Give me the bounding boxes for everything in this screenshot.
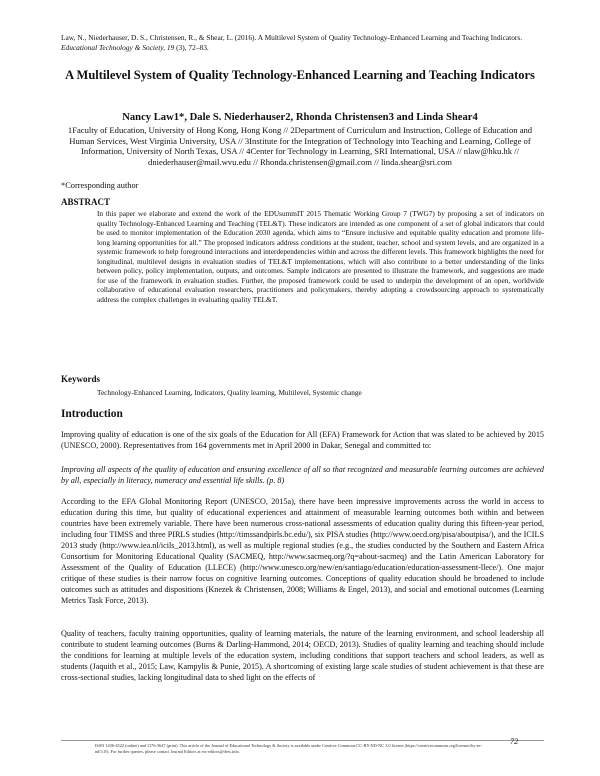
citation-journal: Educational Technology & Society, 19 — [61, 43, 175, 52]
introduction-heading: Introduction — [61, 408, 123, 420]
license-footer: ISSN 1436-4522 (online) and 1176-3647 (print). This article of the Journal of Educational Technology & Society is available under Creative Commons CC-BY-ND-NC 3.0 license (https://creativecommons.org/licenses/by-nc-nd/3.0/). For further queries, please contact Journal Editors at ets-editors@ifets.info. — [95, 743, 483, 754]
paper-title: A Multilevel System of Quality Technology-Enhanced Learning and Teaching Indicators — [65, 68, 535, 82]
body-paragraph-3: Quality of teachers, faculty training opportunities, quality of learning materials, the nature of the learning environment, and school leadership all contribute to student learning outcomes (Burns & Darling-Hammond, 2014; OECD, 2013). Studies of quality learning and teaching should include the conditions for learning at multiple levels of the education system, including conditions that support teachers and school leaders, as well as students (Jaquith et al., 2015; Law, Kampylis & Punie, 2015). A shortcoming of existing large scale studies of student achievement is that these are cross-sectional studies, lacking longitudinal data to shed light on the effects of — [61, 629, 544, 682]
block-quote: Improving all aspects of the quality of education and ensuring excellence of all so that recognized and measurable learning outcomes are achieved by all, especially in literacy, numeracy and essential life skills. (p. 8) — [61, 465, 544, 485]
citation-tail: (3), 72–83. — [174, 43, 209, 52]
footer-divider — [61, 740, 544, 741]
author-list: Nancy Law1*, Dale S. Niederhauser2, Rhonda Christensen3 and Linda Shear4 — [122, 112, 478, 123]
abstract-heading: ABSTRACT — [61, 197, 111, 207]
body-paragraph-1: Improving quality of education is one of the six goals of the Education for All (EFA) Framework for Action that was slated to be achieved by 2015 (UNESCO, 2000). Representatives from 164 governments met in April 2000 in Dakar, Senegal and committed to: — [61, 430, 544, 450]
keywords-text: Technology-Enhanced Learning, Indicators, Quality learning, Multilevel, Systemic change — [97, 388, 362, 397]
corresponding-author-note: *Corresponding author — [61, 181, 139, 190]
keywords-heading: Keywords — [61, 374, 100, 384]
page-number: 72 — [510, 737, 519, 746]
abstract-text: In this paper we elaborate and extend the work of the EDUsummIT 2015 Thematic Working Group 7 (TWG7) by proposing a set of indicators on quality Technology-Enhanced Learning and Teaching (TEL&T). These indicators are intended as one component of a set of global indicators that could be used to monitor implementation of the Education 2030 agenda, which aims to “Ensure inclusive and equitable quality education and promote life-long learning opportunities for all.” The proposed indicators address conditions at the student, teacher, school and system levels, and are organized in a systemic framework to help foreground interactions and interdependencies within and across the different levels. This framework highlights the need for longitudinal, multilevel designs in evaluation studies of TEL&T implementations, which will also contribute to a better understanding of the links between policy, policy implementation, outputs, and outcomes. Sample indicators are presented to illustrate the framework, and suggestions are made for use of the framework in evaluation studies. Further, the proposed framework could be used to underpin the development of an open, worldwide collaborative of educational evaluation researchers, practitioners and policymakers, thereby adopting a crowdsourcing approach to systematically address the complex challenges in evaluating quality TEL&T. — [97, 209, 544, 304]
citation-text: Law, N., Niederhauser, D. S., Christensen, R., & Shear, L. (2016). A Multilevel System of Quality Technology-Enhanced Learning and Teaching Indicators. — [61, 33, 523, 42]
citation-header — [61, 33, 541, 53]
affiliations: 1Faculty of Education, University of Hong Kong, Hong Kong // 2Department of Curriculum and Instruction, College of Education and Human Services, West Virginia University, USA // 3Institute for the Integration of Technology into Teaching and Learning, College of Information, University of North Texas, USA // 4Center for Technology in Learning, SRI International, USA // nlaw@hku.hk // dniederhauser@mail.wvu.edu // Rhonda.christensen@gmail.com // linda.shear@sri.com — [67, 125, 533, 167]
body-paragraph-2: According to the EFA Global Monitoring Report (UNESCO, 2015a), there have been impressive improvements across the world in access to education during this time, but quality of educational experiences and attainment of measurable learning outcomes both within and between countries have been extremely variable. There have been numerous cross-national assessments of education quality during this fifteen-year period, including four TIMSS and three PIRLS studies (http://timssandpirls.bc.edu/), six PISA studies (http://www.oecd.org/pisa/aboutpisa/), and the ICILS 2013 study (http://www.iea.nl/icils_2013.html), as well as multiple regional studies (e.g., the studies conducted by the Southern and Eastern Africa Consortium for Monitoring Educational Quality (SACMEQ, http://www.sacmeq.org/?q=about-sacmeq) and the Latin American Laboratory for Assessment of the Quality of Education (LLECE) (http://www.unesco.org/new/en/santiago/education/education-assessment-llece/). One major critique of these studies is their narrow focus on cognitive learning outcomes. Conceptions of quality education should be broadened to include outcomes such as attitudes and dispositions (Knezek & Christensen, 2008; Williams & Engel, 2013), and social and emotional outcomes (Learning Metrics Task Force, 2013). — [61, 497, 544, 605]
